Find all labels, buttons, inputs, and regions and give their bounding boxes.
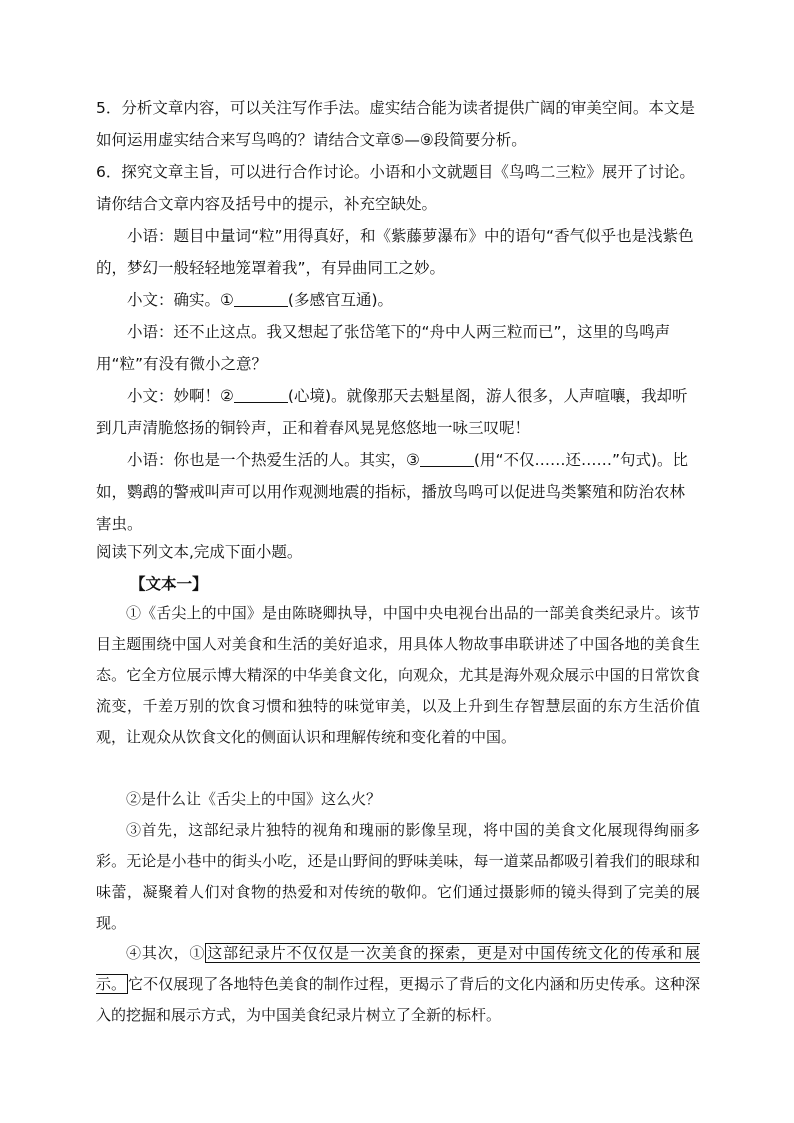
dialogue-text: 小文：妙啊！② bbox=[127, 387, 234, 405]
dialogue-line-4 bbox=[96, 380, 700, 444]
text-1-paragraph-2: ②是什么让《舌尖上的中国》这么火？ bbox=[126, 790, 382, 808]
dialogue-text: (用“不仅……还……”句式)。比如，鹦鹉的警戒叫声可以用作观测地震的指标，播放鸟鸣可以促进鸟类繁殖和防治农林害虫。 bbox=[96, 451, 689, 533]
reading-instruction: 阅读下列文本,完成下面小题。 bbox=[96, 543, 303, 561]
dialogue-line-1: 小语：题目中量词“粒”用得真好，和《紫藤萝瀑布》中的语句“香气似乎也是浅紫色的，梦幻一般轻轻地笼罩着我”，有异曲同工之妙。 bbox=[96, 227, 694, 277]
dialogue-text: 小文：确实。① bbox=[127, 291, 234, 309]
answer-blank-2 bbox=[234, 387, 288, 404]
dialogue-text: (多感官互通)。 bbox=[287, 291, 394, 309]
text-1-paragraph-1: ①《舌尖上的中国》是由陈晓卿执导，中国中央电视台出品的一部美食类纪录片。该节目主题围绕中国人对美食和生活的美好追求，用具体人物故事串联讲述了中国各地的美食生态。它全方位展示博大精深的中华美食文化，向观众，尤其是海外观众展示中国的日常饮食流变，千差万别的饮食习惯和独特的味觉审美，以及上升到生存智慧层面的东方生活价值观，让观众从饮食文化的侧面认识和理解传统和变化着的中国。 bbox=[96, 604, 700, 746]
question-5: 5．分析文章内容，可以关注写作手法。虚实结合能为读者提供广阔的审美空间。本文是如何运用虚实结合来写鸟鸣的？请结合文章⑤—⑨段简要分析。 bbox=[96, 99, 695, 149]
boxed-sentence-continued: 展示。 bbox=[96, 944, 700, 993]
text-1-title: 【文本一】 bbox=[130, 575, 208, 593]
answer-blank-3 bbox=[420, 451, 474, 468]
dialogue-text: 小语：你也是一个热爱生活的人。其实，③ bbox=[127, 451, 420, 469]
dialogue-line-2 bbox=[96, 284, 700, 316]
paragraph-text: 它不仅展现了各地特色美食的制作过程，更揭示了背后的文化内涵和历史传承。这种深入的挖掘和展示方式，为中国美食纪录片树立了全新的标杆。 bbox=[96, 975, 700, 1024]
dialogue-line-3: 小语：还不止这点。我又想起了张岱笔下的“舟中人两三粒而已”，这里的鸟鸣声用“粒”有没有微小之意？ bbox=[96, 323, 671, 373]
answer-blank-1 bbox=[234, 291, 288, 308]
text-1-paragraph-3: ③首先，这部纪录片独特的视角和瑰丽的影像呈现，将中国的美食文化展现得绚丽多彩。无论是小巷中的街头小吃，还是山野间的野味美味，每一道菜品都吸引着我们的眼球和味蕾，凝聚着人们对食物的热爱和对传统的敬仰。它们通过摄影师的镜头得到了完美的展现。 bbox=[96, 821, 700, 932]
boxed-sentence: 这部纪录片不仅仅是一次美食的探索，更是对中国传统文化的传承和 bbox=[207, 944, 683, 962]
question-6: 6．探究文章主旨，可以进行合作讨论。小语和小文就题目《鸟鸣二三粒》展开了讨论。请你结合文章内容及括号中的提示，补充空缺处。 bbox=[96, 163, 695, 213]
dialogue-text: (心境)。就像那天去魁星阁，游人很多，人声喧嚷，我却听到几声清脆悠扬的铜铃声，正和着春风晃晃悠悠地一咏三叹呢！ bbox=[96, 387, 688, 437]
paragraph-text: ④其次，① bbox=[126, 944, 206, 962]
dialogue-line-5 bbox=[96, 444, 700, 540]
text-1-paragraph-4 bbox=[96, 938, 700, 1031]
